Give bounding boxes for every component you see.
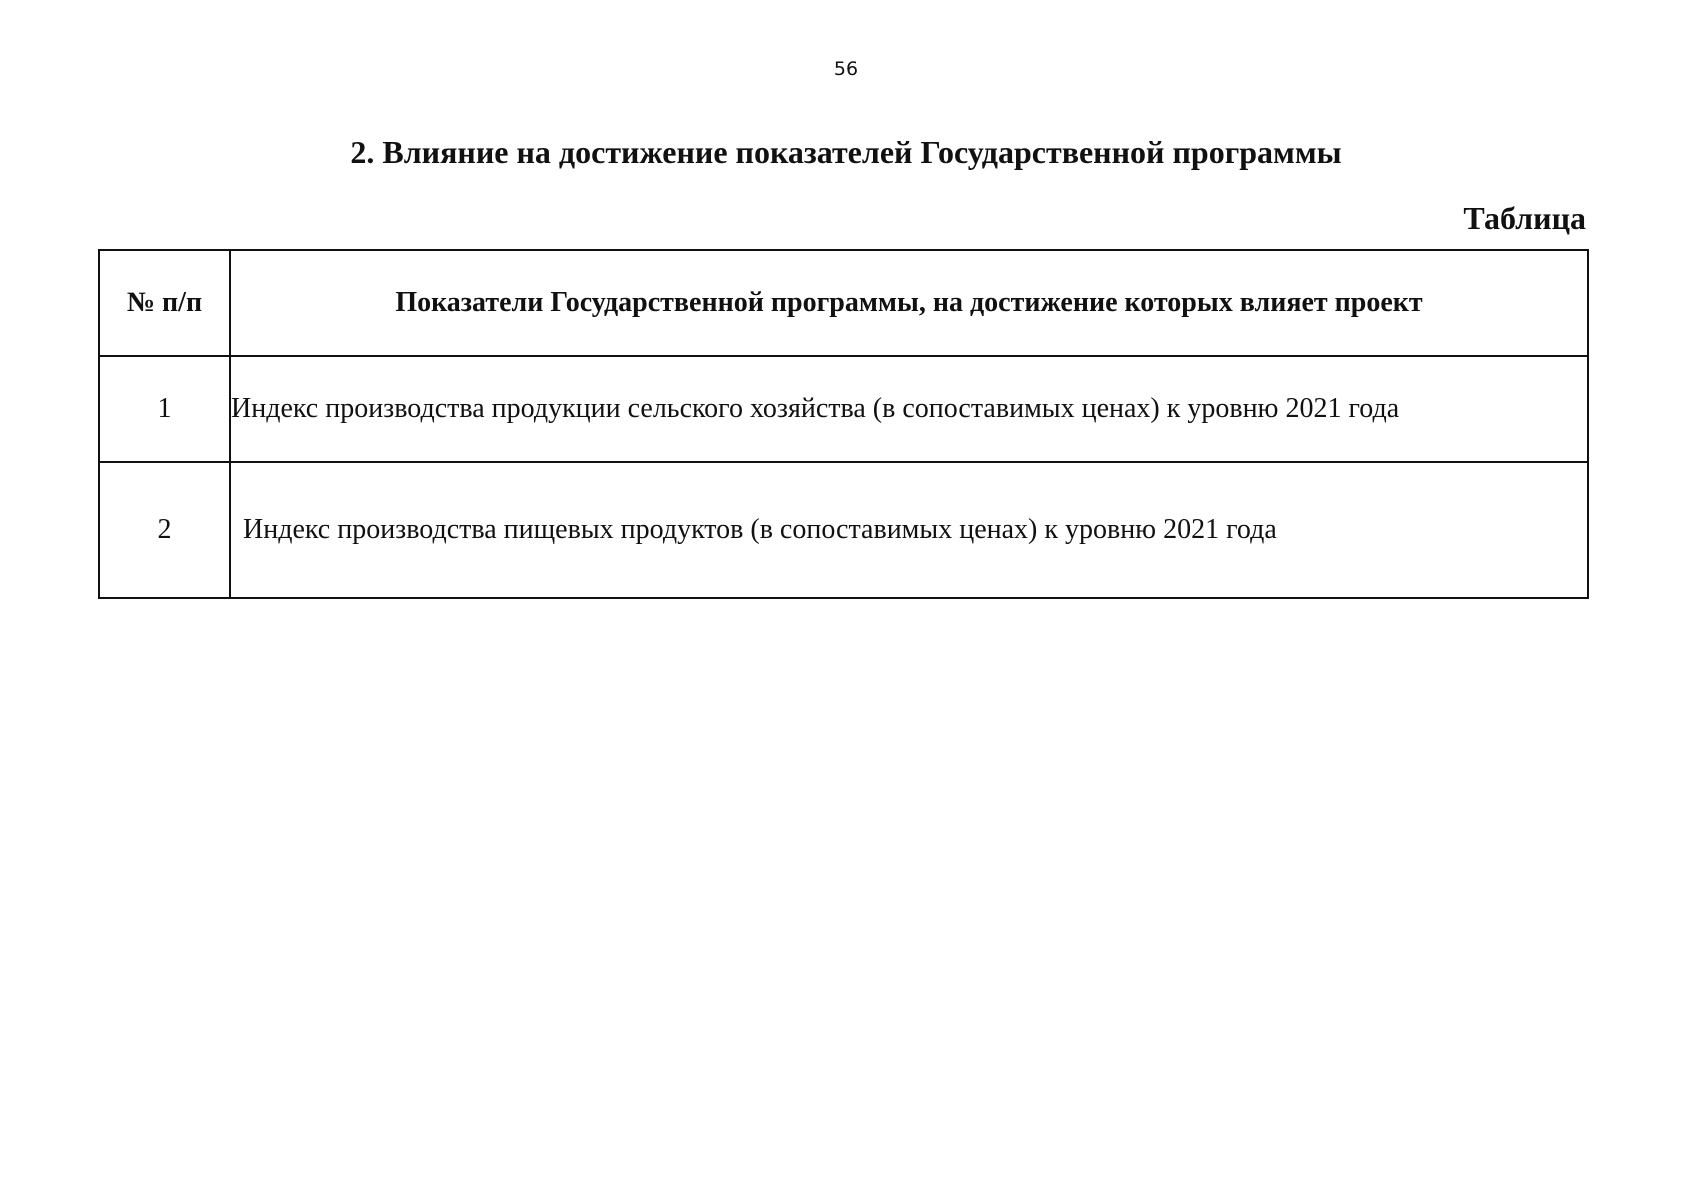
row-indicator: Индекс производства пищевых продуктов (в сопоставимых ценах) к уровню 2021 года <box>230 462 1588 598</box>
row-number: 1 <box>99 356 230 462</box>
header-number: № п/п <box>99 250 230 356</box>
indicators-table <box>98 249 1589 599</box>
table-row <box>99 462 1588 598</box>
row-indicator: Индекс производства продукции сельского хозяйства (в сопоставимых ценах) к уровню 2021 года <box>230 356 1588 462</box>
table-caption: Таблица <box>1463 200 1586 236</box>
section-heading: 2. Влияние на достижение показателей Государственной программы <box>350 134 1342 170</box>
page-number: 56 <box>833 58 859 80</box>
table-header-row <box>99 250 1588 356</box>
table-row <box>99 356 1588 462</box>
row-number: 2 <box>99 462 230 598</box>
header-indicator: Показатели Государственной программы, на достижение которых влияет проект <box>230 250 1588 356</box>
